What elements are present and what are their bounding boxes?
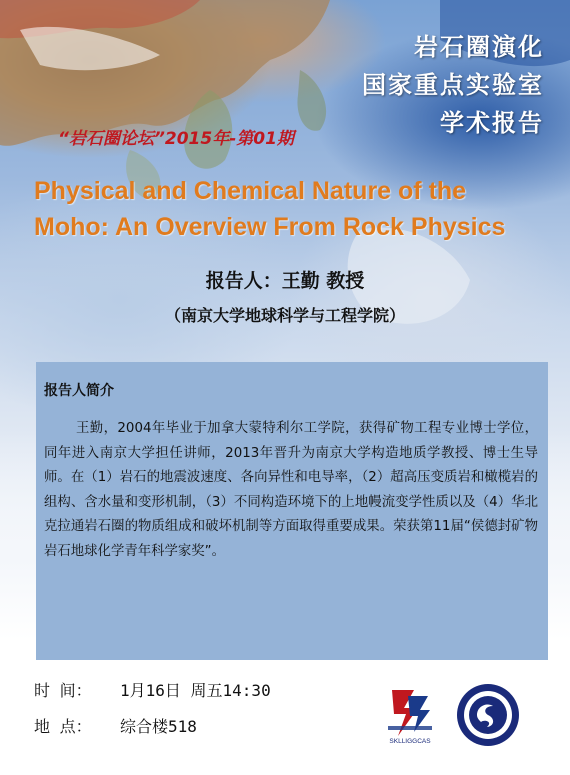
time-label: 时 间：	[34, 681, 92, 700]
talk-title-line1: Physical and Chemical Nature of the	[34, 177, 467, 205]
sklliggcas-logo-icon	[384, 686, 436, 746]
talk-title	[34, 173, 554, 245]
bio-heading: 报告人简介	[44, 383, 114, 399]
place-label: 地 点：	[34, 717, 92, 736]
time-row	[34, 678, 271, 701]
lab-title-line3: 学术报告	[440, 108, 544, 137]
lab-title-line2: 国家重点实验室	[362, 70, 544, 99]
institute-seal-icon	[455, 682, 521, 748]
time-value: 1月16日 周五14:30	[120, 681, 271, 700]
place-value: 综合楼518	[120, 717, 197, 736]
forum-series-label: “岩石圈论坛”2015年-第01期	[58, 129, 294, 149]
place-row	[34, 714, 197, 737]
lab-title	[362, 28, 544, 142]
logo1-text: SKLLIGGCAS	[389, 738, 431, 745]
lab-title-line1: 岩石圈演化	[414, 32, 544, 61]
speaker-affiliation: （南京大学地球科学与工程学院）	[164, 306, 405, 325]
speaker-name: 报告人：王勤 教授	[205, 270, 365, 292]
talk-title-line2: Moho: An Overview From Rock Physics	[34, 213, 506, 241]
speaker-bio-box	[36, 362, 548, 660]
bio-text: 王勤，2004年毕业于加拿大蒙特利尔工学院，获得矿物工程专业博士学位，同年进入南京大学担任讲师，2013年晋升为南京大学构造地质学教授、博士生导师。在（1）岩石的地震波速度、各向异性和电导率，（2）超高压变质岩和橄榄岩的组构、含水量和变形机制，（3）不同构造环境下的上地幔流变学性质以及（4）华北克拉通岩石圈的物质组成和破坏机制等方面取得重要成果。荣获第11届“侯德封矿物岩石地球化学青年科学家奖”。	[44, 421, 538, 559]
